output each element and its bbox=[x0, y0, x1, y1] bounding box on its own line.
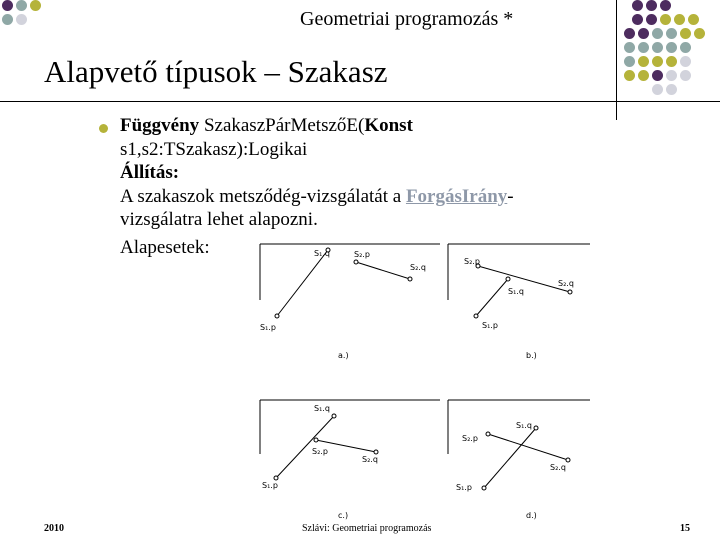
case-a-point-s1p bbox=[275, 314, 279, 318]
case-b-segment-s1 bbox=[476, 279, 508, 316]
dot-icon bbox=[688, 14, 699, 25]
dot-icon bbox=[680, 28, 691, 39]
dot-icon bbox=[666, 28, 677, 39]
assertion-label-text: Állítás: bbox=[120, 162, 180, 183]
case-c-caption: c.) bbox=[338, 511, 349, 520]
case-d-point-s2p bbox=[486, 432, 490, 436]
slide-title: Alapvető típusok – Szakasz bbox=[44, 54, 388, 89]
dot-icon bbox=[624, 42, 635, 53]
case-a-segment-s1 bbox=[277, 250, 328, 316]
dot-icon bbox=[680, 56, 691, 67]
case-d-label-s1p: S₁.p bbox=[456, 483, 472, 492]
dot-icon bbox=[666, 56, 677, 67]
case-b-segment-s2 bbox=[478, 266, 570, 292]
dot-icon bbox=[666, 84, 677, 95]
case-a-point-s2q bbox=[408, 277, 412, 281]
dot-icon bbox=[632, 0, 643, 11]
case-d-segment-s1 bbox=[484, 428, 536, 488]
case-b-point-s1p bbox=[474, 314, 478, 318]
assertion-text: A szakaszok metsződég-vizsgálatát a bbox=[120, 185, 406, 207]
dot-icon bbox=[674, 14, 685, 25]
case-c-point-s2p bbox=[314, 438, 318, 442]
function-name: SzakaszPárMetszőE( bbox=[199, 115, 365, 136]
assertion-hyphen: - bbox=[507, 185, 514, 207]
footer-page-number: 15 bbox=[680, 523, 690, 534]
dot-icon bbox=[666, 42, 677, 53]
dot-icon bbox=[652, 84, 663, 95]
dot-icon bbox=[2, 0, 13, 11]
dot-icon bbox=[660, 0, 671, 11]
dot-icon bbox=[660, 14, 671, 25]
dot-icon bbox=[652, 28, 663, 39]
function-signature-line-1 bbox=[120, 114, 620, 138]
case-d-caption: d.) bbox=[526, 511, 537, 520]
keyword-const: Konst bbox=[364, 115, 413, 136]
case-b-caption: b.) bbox=[526, 351, 537, 360]
case-b-label-s1q: S₁.q bbox=[508, 287, 524, 296]
dot-icon bbox=[680, 70, 691, 81]
dot-icon bbox=[632, 14, 643, 25]
keyword-function: Függvény bbox=[120, 115, 200, 136]
case-a-label-s2p: S₂.p bbox=[354, 250, 370, 259]
segment-cases-diagram bbox=[250, 244, 610, 520]
dot-icon bbox=[652, 70, 663, 81]
dot-icon bbox=[666, 70, 677, 81]
case-d-point-s1q bbox=[534, 426, 538, 430]
case-b-point-s1q bbox=[506, 277, 510, 281]
dot-icon bbox=[30, 0, 41, 11]
dot-icon bbox=[646, 0, 657, 11]
dot-icon bbox=[2, 14, 13, 25]
case-b-label-s2q: S₂.q bbox=[558, 279, 574, 288]
case-b-label-s2p: S₂.p bbox=[464, 257, 480, 266]
dot-icon bbox=[16, 0, 27, 11]
case-c-label-s2p: S₂.p bbox=[312, 447, 328, 456]
case-a-point-s2p bbox=[354, 260, 358, 264]
case-c-label-s1q: S₁.q bbox=[314, 404, 330, 413]
bullet-icon bbox=[99, 124, 108, 133]
case-d-point-s2q bbox=[566, 458, 570, 462]
case-c-label-s2q: S₂.q bbox=[362, 455, 378, 464]
case-c-point-s1q bbox=[332, 414, 336, 418]
case-d-label-s1q: S₁.q bbox=[516, 421, 532, 430]
dot-icon bbox=[624, 70, 635, 81]
case-a-caption: a.) bbox=[338, 351, 349, 360]
dot-icon bbox=[624, 56, 635, 67]
dot-icon bbox=[16, 14, 27, 25]
base-cases-label: Alapesetek: bbox=[120, 236, 210, 258]
case-a-label-s2q: S₂.q bbox=[410, 263, 426, 272]
case-c-point-s2q bbox=[374, 450, 378, 454]
title-divider bbox=[0, 101, 720, 102]
case-d-label-s2p: S₂.p bbox=[462, 434, 478, 443]
forgasirany-link[interactable]: ForgásIrány bbox=[405, 185, 508, 207]
dot-icon bbox=[638, 42, 649, 53]
dot-icon bbox=[638, 70, 649, 81]
case-c-point-s1p bbox=[274, 476, 278, 480]
header-title: Geometriai programozás * bbox=[300, 8, 514, 30]
dot-icon bbox=[624, 28, 635, 39]
footer-author: Szlávi: Geometriai programozás bbox=[302, 523, 432, 534]
case-a-segment-s2 bbox=[356, 262, 410, 279]
bullet-content bbox=[120, 114, 620, 259]
dot-icon bbox=[694, 28, 705, 39]
footer-year: 2010 bbox=[44, 523, 64, 534]
case-b-point-s2q bbox=[568, 290, 572, 294]
dot-icon bbox=[652, 56, 663, 67]
case-c-label-s1p: S₁.p bbox=[262, 481, 278, 490]
assertion-line-2: vizsgálatra lehet alapozni. bbox=[120, 209, 318, 230]
dot-icon bbox=[638, 28, 649, 39]
dot-icon bbox=[652, 42, 663, 53]
dot-icon bbox=[646, 14, 657, 25]
assertion-line-1 bbox=[120, 185, 620, 209]
dot-icon bbox=[680, 42, 691, 53]
assertion-label bbox=[120, 161, 620, 185]
case-d-point-s1p bbox=[482, 486, 486, 490]
function-signature-line-2: s1,s2:TSzakasz):Logikai bbox=[120, 138, 308, 160]
case-d-label-s2q: S₂.q bbox=[550, 463, 566, 472]
corner-divider bbox=[616, 0, 617, 120]
dot-icon bbox=[638, 56, 649, 67]
case-b-label-s1p: S₁.p bbox=[482, 321, 498, 330]
case-a-label-s1q: S₁.q bbox=[314, 249, 330, 258]
case-a-label-s1p: S₁.p bbox=[260, 323, 276, 332]
